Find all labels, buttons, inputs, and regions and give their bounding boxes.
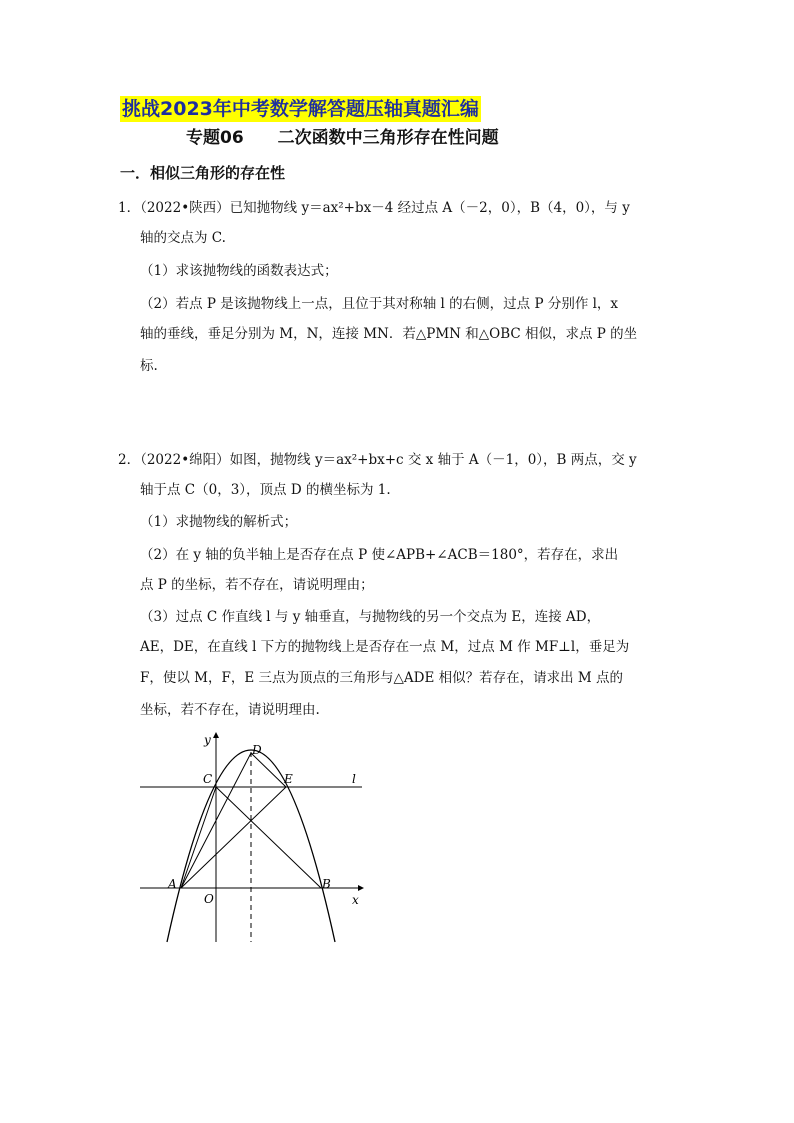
- label-l: l: [352, 772, 356, 786]
- label-E: E: [284, 772, 293, 786]
- y-axis-arrow: [213, 732, 219, 738]
- problem-2-line-9: 坐标，若不存在，请说明理由.: [140, 702, 320, 718]
- x-axis-arrow: [358, 885, 364, 891]
- problem-1-line-6: 标.: [140, 358, 158, 374]
- problem-2-line-1: 2．（2022•绵阳）如图，抛物线 y＝ax²+bx+c 交 x 轴于 A（－1，0），B 两点，交 y: [118, 452, 637, 468]
- problem-1-line-3: （1）求该抛物线的函数表达式；: [140, 263, 338, 279]
- parabola-figure: [130, 728, 370, 948]
- label-x: x: [352, 893, 359, 907]
- segment-AC: [181, 787, 216, 888]
- segment-AE: [181, 787, 286, 888]
- label-A: A: [168, 877, 177, 891]
- label-C: C: [203, 772, 213, 786]
- segment-CB: [216, 787, 321, 888]
- document-banner-title: 挑战2023年中考数学解答题压轴真题汇编: [122, 98, 479, 120]
- problem-1-line-1: 1．（2022•陕西）已知抛物线 y＝ax²+bx－4 经过点 A（－2，0），B（4，0），与 y: [118, 200, 630, 216]
- problem-1-line-2: 轴的交点为 C.: [140, 230, 226, 246]
- label-y: y: [204, 733, 211, 747]
- problem-2-line-2: 轴于点 C（0，3），顶点 D 的横坐标为 1.: [140, 482, 391, 498]
- problem-2-line-8: F，使以 M，F，E 三点为顶点的三角形与△ADE 相似？若存在，请求出 M 点的: [140, 670, 623, 686]
- problem-2-line-7: AE，DE，在直线 l 下方的抛物线上是否存在一点 M，过点 M 作 MF⊥l，垂足为: [140, 639, 630, 655]
- problem-2-line-3: （1）求抛物线的解析式；: [140, 514, 298, 530]
- problem-2-line-5: 点 P 的坐标，若不存在，请说明理由；: [140, 577, 374, 593]
- problem-2-line-6: （3）过点 C 作直线 l 与 y 轴垂直，与抛物线的另一个交点为 E，连接 AD，: [140, 609, 601, 625]
- topic-subtitle: 专题06 二次函数中三角形存在性问题: [186, 128, 499, 148]
- problem-1-line-4: （2）若点 P 是该抛物线上一点，且位于其对称轴 l 的右侧，过点 P 分别作 l，x: [140, 296, 619, 312]
- problem-2-line-4: （2）在 y 轴的负半轴上是否存在点 P 使∠APB+∠ACB＝180°，若存在，求出: [140, 547, 619, 563]
- label-O: O: [204, 892, 214, 906]
- section-heading: 一．相似三角形的存在性: [120, 164, 286, 182]
- label-B: B: [322, 877, 331, 891]
- problem-1-line-5: 轴的垂线，垂足分别为 M，N，连接 MN．若△PMN 和△OBC 相似，求点 P 的坐: [140, 326, 638, 342]
- label-D: D: [252, 743, 262, 757]
